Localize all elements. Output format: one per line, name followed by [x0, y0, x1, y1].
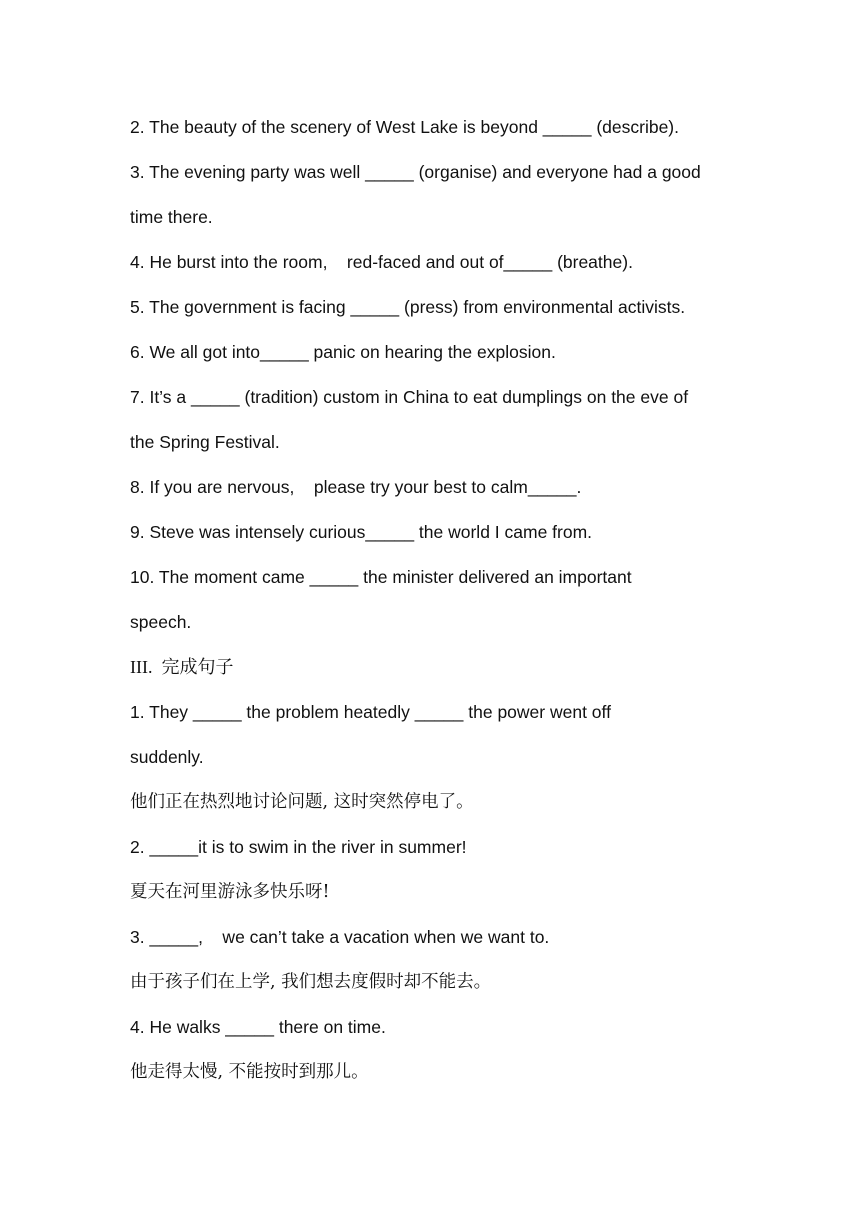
exercise-line-5: 5. The government is facing _____ (press) from environmental activists.	[130, 297, 686, 317]
sentence-3: 3. _____, we can’t take a vacation when we want to.	[130, 927, 550, 947]
exercise-line-10-continued: speech.	[130, 612, 192, 632]
sentence-1: 1. They _____ the problem heatedly _____ the power went off	[130, 702, 611, 722]
exercise-line-7: 7. It’s a _____ (tradition) custom in China to eat dumplings on the eve of	[130, 387, 689, 407]
exercise-line-2: 2. The beauty of the scenery of West Lake is beyond _____ (describe).	[130, 117, 679, 137]
section-heading: III. 完成句子	[130, 657, 234, 677]
exercise-line-4: 4. He burst into the room, red-faced and out of_____ (breathe).	[130, 252, 633, 272]
sentence-1-continued: suddenly.	[130, 747, 204, 767]
exercise-line-3-continued: time there.	[130, 207, 213, 227]
sentence-2: 2. _____it is to swim in the river in summer!	[130, 837, 467, 857]
sentence-3-translation: 由于孩子们在上学, 我们想去度假时却不能去。	[130, 972, 492, 992]
exercise-line-9: 9. Steve was intensely curious_____ the world I came from.	[130, 522, 593, 542]
sentence-1-translation: 他们正在热烈地讨论问题, 这时突然停电了。	[130, 792, 474, 812]
sentence-2-translation: 夏天在河里游泳多快乐呀!	[130, 882, 330, 902]
sentence-4: 4. He walks _____ there on time.	[130, 1017, 386, 1037]
exercise-line-7-continued: the Spring Festival.	[130, 432, 280, 452]
sentence-4-translation: 他走得太慢, 不能按时到那儿。	[130, 1062, 369, 1082]
exercise-line-6: 6. We all got into_____ panic on hearing the explosion.	[130, 342, 556, 362]
exercise-line-8: 8. If you are nervous, please try your best to calm_____.	[130, 477, 582, 497]
exercise-line-3: 3. The evening party was well _____ (organise) and everyone had a good	[130, 162, 701, 182]
exercise-line-10: 10. The moment came _____ the minister delivered an important	[130, 567, 632, 587]
